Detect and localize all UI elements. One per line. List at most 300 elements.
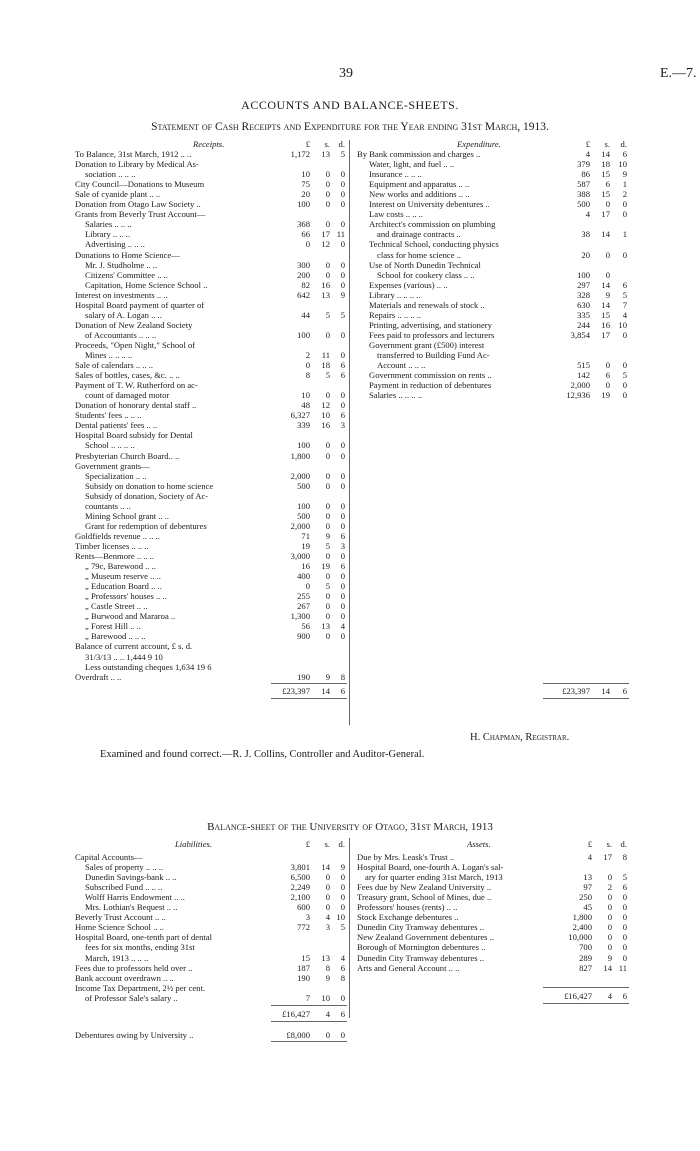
pence-cell: 7 <box>622 299 627 310</box>
shillings-cell: 14 <box>603 962 612 973</box>
shillings-cell: 18 <box>601 159 610 170</box>
expenditure-total-row <box>357 686 629 696</box>
row-label: Grants from Beverly Trust Account— <box>75 209 206 220</box>
pence-cell: 11 <box>336 229 345 240</box>
receipts-total-rule-bottom <box>271 698 347 699</box>
pounds-cell: 10 <box>301 169 310 180</box>
pence-cell: 0 <box>340 440 345 451</box>
shillings-cell: 19 <box>601 390 610 401</box>
pence-cell: 0 <box>340 279 345 290</box>
shillings-cell: 11 <box>321 350 330 360</box>
shillings-cell: 14 <box>601 299 610 310</box>
receipt-row <box>75 420 347 430</box>
pence-cell: 0 <box>340 329 345 340</box>
pence-cell: 0 <box>340 239 345 250</box>
balance-sheet-title: Balance-sheet of the University of Otago, 31st March, 1913 <box>207 821 493 833</box>
row-label: countants .. .. <box>85 500 131 511</box>
row-label: Timber licenses .. .. .. <box>75 540 149 551</box>
row-label: City Council—Donations to Museum <box>75 179 205 190</box>
expenditure-header <box>357 139 629 149</box>
pence-cell: 6 <box>622 149 627 159</box>
shillings-cell: 0 <box>325 189 330 200</box>
receipt-row <box>75 641 347 651</box>
pounds-cell: 1,800 <box>572 912 592 923</box>
pounds-cell: 66 <box>301 229 310 240</box>
row-label: Architect's commission on plumbing <box>369 219 496 230</box>
receipt-row <box>75 621 347 631</box>
pence-cell: 0 <box>622 360 627 371</box>
row-label: School for cookery class .. .. <box>377 269 475 280</box>
shillings-cell: 9 <box>607 952 612 963</box>
pounds-cell: 3,854 <box>570 329 590 340</box>
liability-row <box>75 942 347 952</box>
expenditure-row <box>357 280 629 290</box>
pence-cell: 6 <box>340 360 345 371</box>
row-label: Law costs .. .. .. <box>369 209 423 220</box>
pounds-cell: 1,300 <box>290 611 310 622</box>
shillings-cell: 9 <box>325 671 330 682</box>
pence-cell: 9 <box>622 169 627 180</box>
shillings-cell: 0 <box>325 259 330 270</box>
row-label: of Accountants .. .. .. <box>85 329 157 340</box>
pence-cell: 6 <box>622 685 627 696</box>
liability-row <box>75 932 347 942</box>
pence-cell: 0 <box>622 390 627 401</box>
liability-row <box>75 852 347 862</box>
pence-cell: 0 <box>340 510 345 521</box>
shillings-cell: 0 <box>325 269 330 280</box>
shillings-cell: 14 <box>601 685 610 696</box>
row-label: sociation .. .. .. <box>85 169 136 180</box>
row-label: Treasury grant, School of Mines, due .. <box>357 892 492 903</box>
shillings-cell: 2 <box>607 882 612 893</box>
expenditure-row <box>357 340 629 350</box>
pence-cell: 4 <box>622 309 627 320</box>
row-label: Government commission on rents .. <box>369 370 492 381</box>
expenditure-total-rule-bottom <box>543 698 629 699</box>
row-label: Borough of Mornington debentures .. <box>357 942 486 953</box>
shillings-cell: 0 <box>607 872 612 883</box>
document-title: ACCOUNTS AND BALANCE-SHEETS. <box>241 98 459 112</box>
shillings-cell: 13 <box>321 621 330 632</box>
expenditure-row <box>357 199 629 209</box>
receipt-row <box>75 239 347 249</box>
row-label: Specialization .. .. <box>85 470 147 481</box>
receipt-row <box>75 300 347 310</box>
expenditure-row <box>357 360 629 370</box>
pence-cell: 1 <box>622 229 627 240</box>
pence-cell: 6 <box>340 561 345 572</box>
shillings-cell: 0 <box>607 902 612 913</box>
pounds-cell: 400 <box>297 571 310 582</box>
shillings-cell: 13 <box>321 952 330 963</box>
receipt-row <box>75 521 347 531</box>
row-label: Interest on investments .. .. <box>75 289 168 300</box>
row-label: Printing, advertising, and stationery <box>369 319 492 330</box>
expenditure-row <box>357 239 629 249</box>
pence-cell: 6 <box>622 990 627 1001</box>
shillings-cell: 0 <box>607 932 612 943</box>
pence-cell: 0 <box>622 902 627 913</box>
pounds-cell: 500 <box>297 480 310 491</box>
row-label: Sales of property .. .. .. <box>85 862 164 873</box>
shillings-cell: 12 <box>321 239 330 250</box>
pence-cell: 6 <box>340 370 345 381</box>
asset-row <box>357 852 629 862</box>
pence-cell: 5 <box>622 872 627 883</box>
row-label: „ 79c, Barewood .. .. <box>85 561 156 572</box>
pence-cell: 0 <box>340 631 345 642</box>
row-label: of Professor Sale's salary .. <box>85 992 178 1003</box>
shillings-cell: 17 <box>601 209 610 220</box>
pounds-cell: 379 <box>577 159 590 170</box>
shillings-cell: 4 <box>607 990 612 1001</box>
row-label: Stock Exchange debentures .. <box>357 912 459 923</box>
pounds-cell: 2,100 <box>290 892 310 903</box>
expenditure-row <box>357 370 629 380</box>
pounds-cell: 45 <box>583 902 592 913</box>
pence-cell: 0 <box>622 892 627 903</box>
pounds-cell: 2,400 <box>572 922 592 933</box>
shillings-cell: 0 <box>325 440 330 451</box>
assets-total-row <box>357 991 629 1001</box>
row-label: Goldfields revenue .. .. .. <box>75 530 160 541</box>
pounds-cell: 15 <box>301 952 310 963</box>
row-label: Donation to Library by Medical As- <box>75 159 199 170</box>
row-label: Technical School, conducting physics <box>369 239 499 250</box>
pence-cell: 0 <box>340 350 345 360</box>
shillings-cell: s. <box>606 839 612 849</box>
pounds-cell: 630 <box>577 299 590 310</box>
liability-row <box>75 983 347 993</box>
pence-cell: 11 <box>618 962 627 973</box>
pounds-cell: 86 <box>581 169 590 180</box>
liability-row <box>75 953 347 963</box>
column-heading: Expenditure. <box>457 139 501 149</box>
expenditure-row <box>357 159 629 169</box>
pounds-cell: 2 <box>305 350 310 360</box>
shillings-cell: 0 <box>607 942 612 953</box>
pounds-cell: 8 <box>305 370 310 381</box>
receipts-total-rule-top <box>271 683 347 684</box>
column-heading: Liabilities. <box>175 839 213 849</box>
pounds-cell: 2,000 <box>290 470 310 481</box>
pounds-cell: 3 <box>305 912 310 923</box>
pence-cell: d. <box>338 839 345 849</box>
row-label: Insurance .. .. .. <box>369 169 422 180</box>
row-label: salary of A. Logan .. .. <box>85 309 162 320</box>
shillings-cell: 9 <box>605 289 610 300</box>
pounds-cell: 100 <box>577 269 590 280</box>
row-label: Balance of current account, £ s. d. <box>75 641 193 652</box>
pence-cell: d. <box>338 139 345 149</box>
row-label: 31/3/13 .. .. 1,444 9 10 <box>85 651 163 662</box>
pounds-cell: 100 <box>297 329 310 340</box>
asset-row <box>357 872 629 882</box>
pence-cell: 10 <box>618 319 627 330</box>
row-label: Water, light, and fuel .. .. <box>369 159 455 170</box>
shillings-cell: 12 <box>321 400 330 411</box>
pounds-cell: 4 <box>585 209 590 220</box>
row-label: „ Professors' houses .. .. <box>85 591 167 602</box>
shillings-cell: 0 <box>605 360 610 371</box>
receipt-row <box>75 340 347 350</box>
balance-column-divider <box>349 838 350 1018</box>
row-label: Subscribed Fund .. .. .. <box>85 882 163 893</box>
row-label: Rents—Benmore .. .. .. <box>75 551 155 561</box>
pence-cell: 0 <box>622 199 627 210</box>
pence-cell: 8 <box>622 852 627 862</box>
row-label: Repairs .. .. .. .. <box>369 309 422 320</box>
pounds-cell: 100 <box>297 500 310 511</box>
row-label: Hospital Board payment of quarter of <box>75 299 205 310</box>
pounds-cell: 71 <box>301 530 310 541</box>
shillings-cell: 15 <box>601 189 610 200</box>
pounds-cell: 827 <box>579 962 592 973</box>
pence-cell: 0 <box>622 249 627 260</box>
shillings-cell: 5 <box>325 309 330 320</box>
row-label: ary for quarter ending 31st March, 1913 <box>365 872 503 883</box>
asset-row <box>357 953 629 963</box>
shillings-cell: 17 <box>603 852 612 862</box>
column-heading: Assets. <box>467 839 491 849</box>
pounds-cell: 0 <box>305 360 310 371</box>
receipt-row <box>75 260 347 270</box>
shillings-cell: 14 <box>601 279 610 290</box>
pounds-cell: 300 <box>297 259 310 270</box>
expenditure-row <box>357 250 629 260</box>
row-label: „ Forest Hill .. .. <box>85 621 141 632</box>
receipt-row <box>75 149 347 159</box>
pence-cell: 0 <box>340 450 345 461</box>
liability-row <box>75 993 347 1003</box>
row-label: Account .. .. .. <box>377 360 426 371</box>
pounds-cell: 20 <box>301 189 310 200</box>
receipt-row <box>75 410 347 420</box>
pence-cell: 0 <box>340 1029 345 1040</box>
receipt-row <box>75 571 347 581</box>
assets-total-rule-bottom <box>543 1003 629 1004</box>
shillings-cell: 0 <box>325 199 330 210</box>
expenditure-row <box>357 300 629 310</box>
shillings-cell: 0 <box>325 882 330 893</box>
receipt-row <box>75 280 347 290</box>
pence-cell: 4 <box>340 621 345 632</box>
receipt-row <box>75 430 347 440</box>
shillings-cell: 0 <box>325 611 330 622</box>
pounds-cell: 4 <box>585 149 590 159</box>
receipt-row <box>75 591 347 601</box>
liability-row <box>75 912 347 922</box>
shillings-cell: s. <box>324 139 330 149</box>
pounds-cell: 13 <box>583 872 592 883</box>
shillings-cell: 8 <box>325 962 330 973</box>
shillings-cell: 5 <box>325 370 330 381</box>
row-label: Professors' houses (rents) .. .. <box>357 902 458 913</box>
pounds-cell: £23,397 <box>282 685 310 696</box>
receipt-row <box>75 380 347 390</box>
pence-cell: d. <box>620 139 627 149</box>
receipt-row <box>75 541 347 551</box>
pence-cell: 5 <box>622 289 627 300</box>
shillings-cell: 9 <box>325 530 330 541</box>
pence-cell: 6 <box>340 410 345 421</box>
assets-total-rule-top <box>543 987 629 988</box>
pence-cell: 6 <box>340 1008 345 1019</box>
pence-cell: 0 <box>340 581 345 592</box>
pounds-cell: 19 <box>301 540 310 551</box>
pence-cell: 0 <box>340 390 345 401</box>
pence-cell: 0 <box>340 591 345 602</box>
liability-row <box>75 872 347 882</box>
liability-row <box>75 902 347 912</box>
receipt-row <box>75 601 347 611</box>
liabilities-total-rule-top <box>271 1005 347 1006</box>
shillings-cell: 0 <box>607 922 612 933</box>
row-label: Home Science School .. .. <box>75 922 164 933</box>
pounds-cell: 200 <box>297 269 310 280</box>
expenditure-row <box>357 310 629 320</box>
pence-cell: 0 <box>340 189 345 200</box>
assets-header <box>357 839 629 849</box>
shillings-cell: 3 <box>325 922 330 933</box>
row-label: March, 1913 .. .. .. <box>85 952 149 963</box>
expenditure-row <box>357 179 629 189</box>
pounds-cell: 297 <box>577 279 590 290</box>
shillings-cell: 0 <box>325 601 330 612</box>
receipt-row <box>75 581 347 591</box>
shillings-cell: 16 <box>321 279 330 290</box>
liability-row <box>75 862 347 872</box>
pence-cell: 0 <box>340 199 345 210</box>
shillings-cell: 14 <box>321 862 330 873</box>
receipt-row <box>75 461 347 471</box>
pence-cell: 8 <box>340 972 345 983</box>
shillings-cell: 5 <box>325 540 330 551</box>
expenditure-row <box>357 390 629 400</box>
liabilities-total-rule-bottom <box>271 1021 347 1022</box>
row-label: „ Castle Street .. .. <box>85 601 148 612</box>
receipt-row <box>75 481 347 491</box>
receipt-row <box>75 672 347 682</box>
receipt-row <box>75 370 347 380</box>
debentures-rule <box>271 1041 347 1042</box>
row-label: and drainage contracts .. <box>377 229 461 240</box>
shillings-cell: 0 <box>607 892 612 903</box>
row-label: Sale of cyanide plant .. .. <box>75 189 161 200</box>
pence-cell: 3 <box>340 420 345 431</box>
receipt-row <box>75 229 347 239</box>
pounds-cell: 642 <box>297 289 310 300</box>
pounds-cell: 255 <box>297 591 310 602</box>
row-label: Government grant (£500) interest <box>369 339 485 350</box>
pence-cell: 0 <box>622 380 627 391</box>
auditor-statement: Examined and found correct.—R. J. Collins, Controller and Auditor-General. <box>100 749 425 760</box>
pounds-cell: £23,397 <box>562 685 590 696</box>
pounds-cell: 500 <box>297 510 310 521</box>
receipt-row <box>75 350 347 360</box>
row-label: Presbyterian Church Board.. .. <box>75 450 180 461</box>
shillings-cell: 0 <box>325 219 330 230</box>
shillings-cell: 0 <box>325 631 330 642</box>
debentures-row <box>75 1030 347 1040</box>
shillings-cell: 17 <box>601 329 610 340</box>
pence-cell: 0 <box>340 882 345 893</box>
pounds-cell: 2,000 <box>570 380 590 391</box>
shillings-cell: 6 <box>605 370 610 381</box>
pence-cell: 1 <box>622 179 627 190</box>
row-label: Mining School grant .. .. <box>85 510 170 521</box>
pence-cell: 10 <box>618 159 627 170</box>
pence-cell: 0 <box>622 942 627 953</box>
shillings-cell: 18 <box>321 360 330 371</box>
expenditure-row <box>357 229 629 239</box>
shillings-cell: 0 <box>325 179 330 190</box>
asset-row <box>357 862 629 872</box>
pence-cell: 6 <box>340 685 345 696</box>
pence-cell: 0 <box>340 992 345 1003</box>
shillings-cell: 0 <box>325 872 330 883</box>
row-label: Sale of calendars .. .. .. <box>75 360 154 371</box>
shillings-cell: 16 <box>601 319 610 330</box>
shillings-cell: 0 <box>605 249 610 260</box>
row-label: Equipment and apparatus .. .. <box>369 179 470 190</box>
registrar-signature: H. Chapman, Registrar. <box>470 732 570 743</box>
row-label: Materials and renewals of stock .. <box>369 299 485 310</box>
row-label: Payment in reduction of debentures <box>369 380 492 391</box>
liability-row <box>75 973 347 983</box>
pounds-cell: 10 <box>301 390 310 401</box>
pounds-cell: 388 <box>577 189 590 200</box>
shillings-cell: 0 <box>605 380 610 391</box>
row-label: Subsidy on donation to home science <box>85 480 214 491</box>
pounds-cell: 10,000 <box>568 932 592 943</box>
row-label: Library .. .. .. .. <box>369 289 421 300</box>
row-label: Fees due by New Zealand University .. <box>357 882 492 893</box>
shillings-cell: 0 <box>325 591 330 602</box>
pounds-cell: 75 <box>301 179 310 190</box>
pence-cell: 0 <box>340 902 345 913</box>
pounds-cell: 1,172 <box>290 149 310 159</box>
liability-row <box>75 963 347 973</box>
page-number: 39 <box>339 66 353 81</box>
row-label: fees for six months, ending 31st <box>85 942 195 953</box>
row-label: Capitation, Home Science School .. <box>85 279 208 290</box>
pence-cell: 0 <box>340 872 345 883</box>
asset-row <box>357 942 629 952</box>
shillings-cell: 0 <box>325 169 330 180</box>
pence-cell: 0 <box>340 269 345 280</box>
receipt-row <box>75 179 347 189</box>
row-label: Hospital Board subsidy for Dental <box>75 430 193 441</box>
receipt-row <box>75 199 347 209</box>
shillings-cell: 9 <box>325 972 330 983</box>
pence-cell: 6 <box>622 279 627 290</box>
shillings-cell: 0 <box>325 520 330 531</box>
row-label: Due by Mrs. Leask's Trust .. <box>357 852 455 862</box>
row-label: Dunedin City Tramway debentures .. <box>357 922 484 933</box>
pounds-cell: 515 <box>577 360 590 371</box>
pounds-cell: 100 <box>297 199 310 210</box>
pounds-cell: 267 <box>297 601 310 612</box>
row-label: Subsidy of donation, Society of Ac- <box>85 490 209 501</box>
row-label: Donation of honorary dental staff .. <box>75 400 197 411</box>
page-reference: E.—7. <box>660 66 697 81</box>
receipt-row <box>75 531 347 541</box>
pounds-cell: 100 <box>297 440 310 451</box>
pence-cell: d. <box>620 839 627 849</box>
shillings-cell: 0 <box>325 390 330 401</box>
